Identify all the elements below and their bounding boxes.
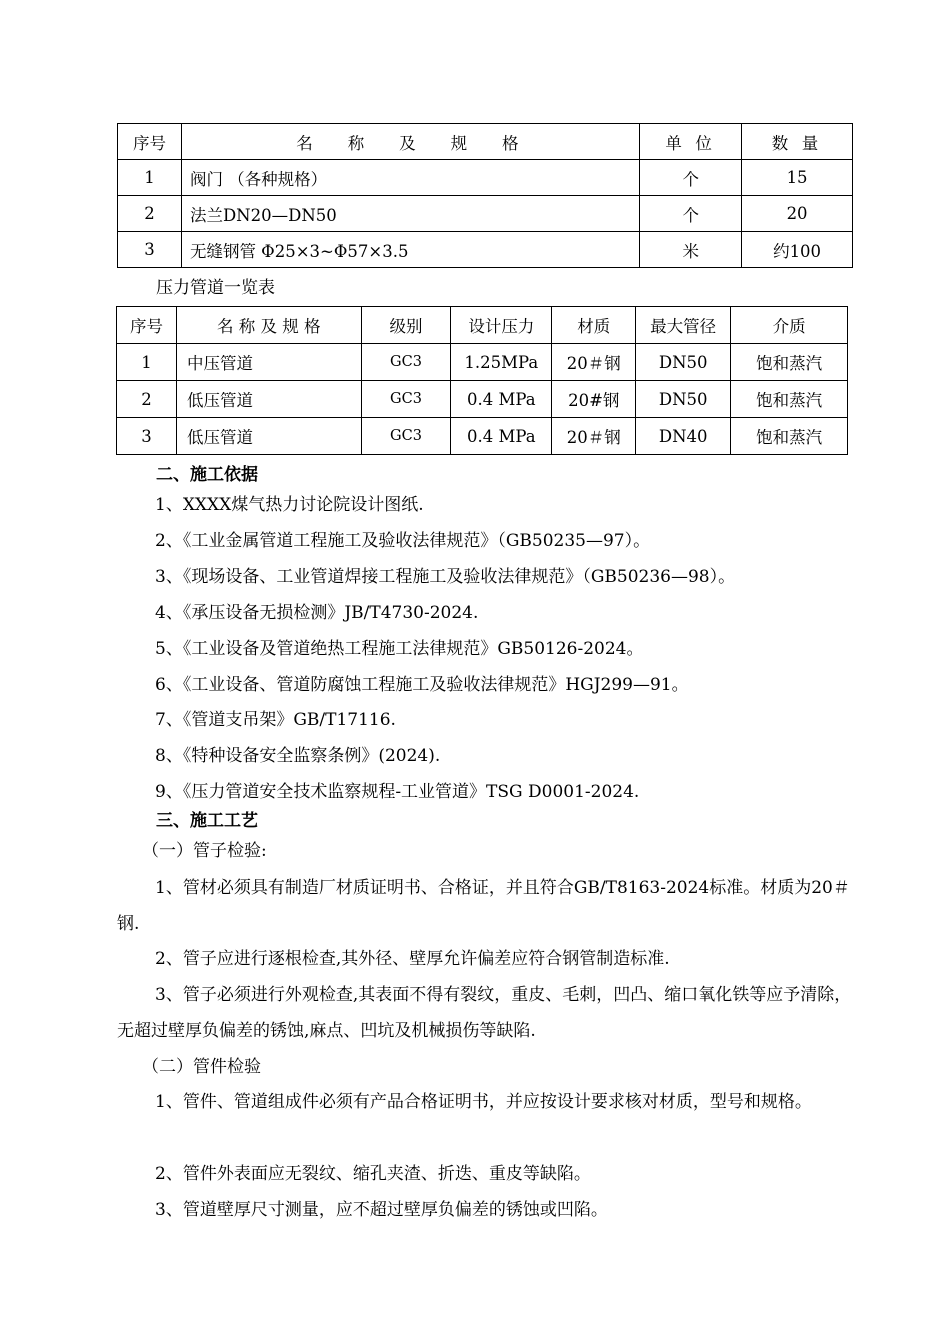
section-heading: 三、施工工艺	[156, 811, 258, 831]
header-cell: 名 称 及 规 格	[176, 307, 361, 344]
table-cell: 饱和蒸汽	[731, 418, 848, 455]
table-cell: 阀门 （各种规格）	[181, 160, 639, 196]
paragraph: 2、管子应进行逐根检查,其外径、壁厚允许偏差应符合钢管制造标准.	[155, 949, 670, 969]
table-cell: 无缝钢管 Φ25×3~Φ57×3.5	[181, 232, 639, 268]
table-cell: GC3	[361, 381, 451, 418]
table-cell: 米	[640, 232, 742, 268]
paragraph: 2、管件外表面应无裂纹、缩孔夹渣、折迭、重皮等缺陷。	[155, 1164, 591, 1184]
table-caption: 压力管道一览表	[156, 278, 275, 298]
section-heading: 二、施工依据	[156, 465, 258, 485]
header-cell: 序号	[117, 307, 177, 344]
table-cell: 中压管道	[176, 344, 361, 381]
paragraph: 3、《现场设备、工业管道焊接工程施工及验收法律规范》（GB50236—98）。	[155, 567, 736, 587]
table-row	[117, 418, 848, 455]
table-cell: 20	[742, 196, 853, 232]
table-cell: 20#钢	[552, 381, 636, 418]
table-cell: 个	[640, 196, 742, 232]
table-row	[118, 196, 853, 232]
header-cell: 最大管径	[636, 307, 731, 344]
header-cell: 设计压力	[451, 307, 552, 344]
table-cell: 1	[118, 160, 182, 196]
table-cell: 个	[640, 160, 742, 196]
paragraph: 9、《压力管道安全技术监察规程-工业管道》TSG D0001-2024.	[155, 782, 640, 802]
table-row	[118, 160, 853, 196]
subsection-heading: （二）管件检验	[142, 1057, 261, 1077]
header-cell: 介质	[731, 307, 848, 344]
table-cell: DN40	[636, 418, 731, 455]
header-cell: 数 量	[742, 124, 853, 160]
paragraph: 6、《工业设备、管道防腐蚀工程施工及验收法律规范》HGJ299—91。	[155, 675, 689, 695]
table-cell: 2	[117, 381, 177, 418]
materials-table	[117, 123, 853, 268]
table-cell: DN50	[636, 344, 731, 381]
header-cell: 序号	[118, 124, 182, 160]
table-cell: 1.25MPa	[451, 344, 552, 381]
table-cell: 3	[117, 418, 177, 455]
table-cell: 法兰DN20—DN50	[181, 196, 639, 232]
table-cell: 低压管道	[176, 381, 361, 418]
header-cell: 级别	[361, 307, 451, 344]
table-cell: 饱和蒸汽	[731, 381, 848, 418]
paragraph: 5、《工业设备及管道绝热工程施工法律规范》GB50126-2024。	[155, 639, 644, 659]
table-cell: 20＃钢	[552, 418, 636, 455]
table-cell: 约100	[742, 232, 853, 268]
paragraph: 1、管材必须具有制造厂材质证明书、合格证，并且符合GB/T8163-2024标准。材质为20＃钢.	[117, 878, 850, 934]
paragraph: 3、管子必须进行外观检查,其表面不得有裂纹，重皮、毛刺，凹凸、缩口氧化铁等应予清除，无超过壁厚负偏差的锈蚀,麻点、凹坑及机械损伤等缺陷.	[117, 985, 852, 1041]
table-header-row	[117, 307, 848, 344]
paragraph: 7、《管道支吊架》GB/T17116.	[155, 710, 396, 730]
table-cell: 1	[117, 344, 177, 381]
table-cell: 15	[742, 160, 853, 196]
paragraph: 8、《特种设备安全监察条例》(2024).	[155, 746, 441, 766]
paragraph: 3、管道壁厚尺寸测量，应不超过壁厚负偏差的锈蚀或凹陷。	[155, 1200, 608, 1220]
header-cell: 材质	[552, 307, 636, 344]
paragraph: 4、《承压设备无损检测》JB/T4730-2024.	[155, 603, 479, 623]
paragraph: 2、《工业金属管道工程施工及验收法律规范》（GB50235—97）。	[155, 531, 651, 551]
table-row	[117, 381, 848, 418]
table-row	[117, 344, 848, 381]
table-header-row	[118, 124, 853, 160]
paragraph: 1、管件、管道组成件必须有产品合格证明书，并应按设计要求核对材质，型号和规格。	[155, 1092, 812, 1112]
header-cell: 名 称 及 规 格	[181, 124, 639, 160]
table-cell: 3	[118, 232, 182, 268]
subsection-heading: （一）管子检验:	[142, 841, 267, 861]
table-cell: 0.4 MPa	[451, 418, 552, 455]
table-cell: 低压管道	[176, 418, 361, 455]
paragraph: 1、XXXX煤气热力讨论院设计图纸.	[155, 495, 424, 515]
table-cell: 0.4 MPa	[451, 381, 552, 418]
table-cell: 饱和蒸汽	[731, 344, 848, 381]
table-cell: 20＃钢	[552, 344, 636, 381]
pressure-pipe-table	[116, 306, 848, 455]
table-cell: 2	[118, 196, 182, 232]
table-row	[118, 232, 853, 268]
table-cell: DN50	[636, 381, 731, 418]
header-cell: 单 位	[640, 124, 742, 160]
table-cell: GC3	[361, 418, 451, 455]
table-cell: GC3	[361, 344, 451, 381]
